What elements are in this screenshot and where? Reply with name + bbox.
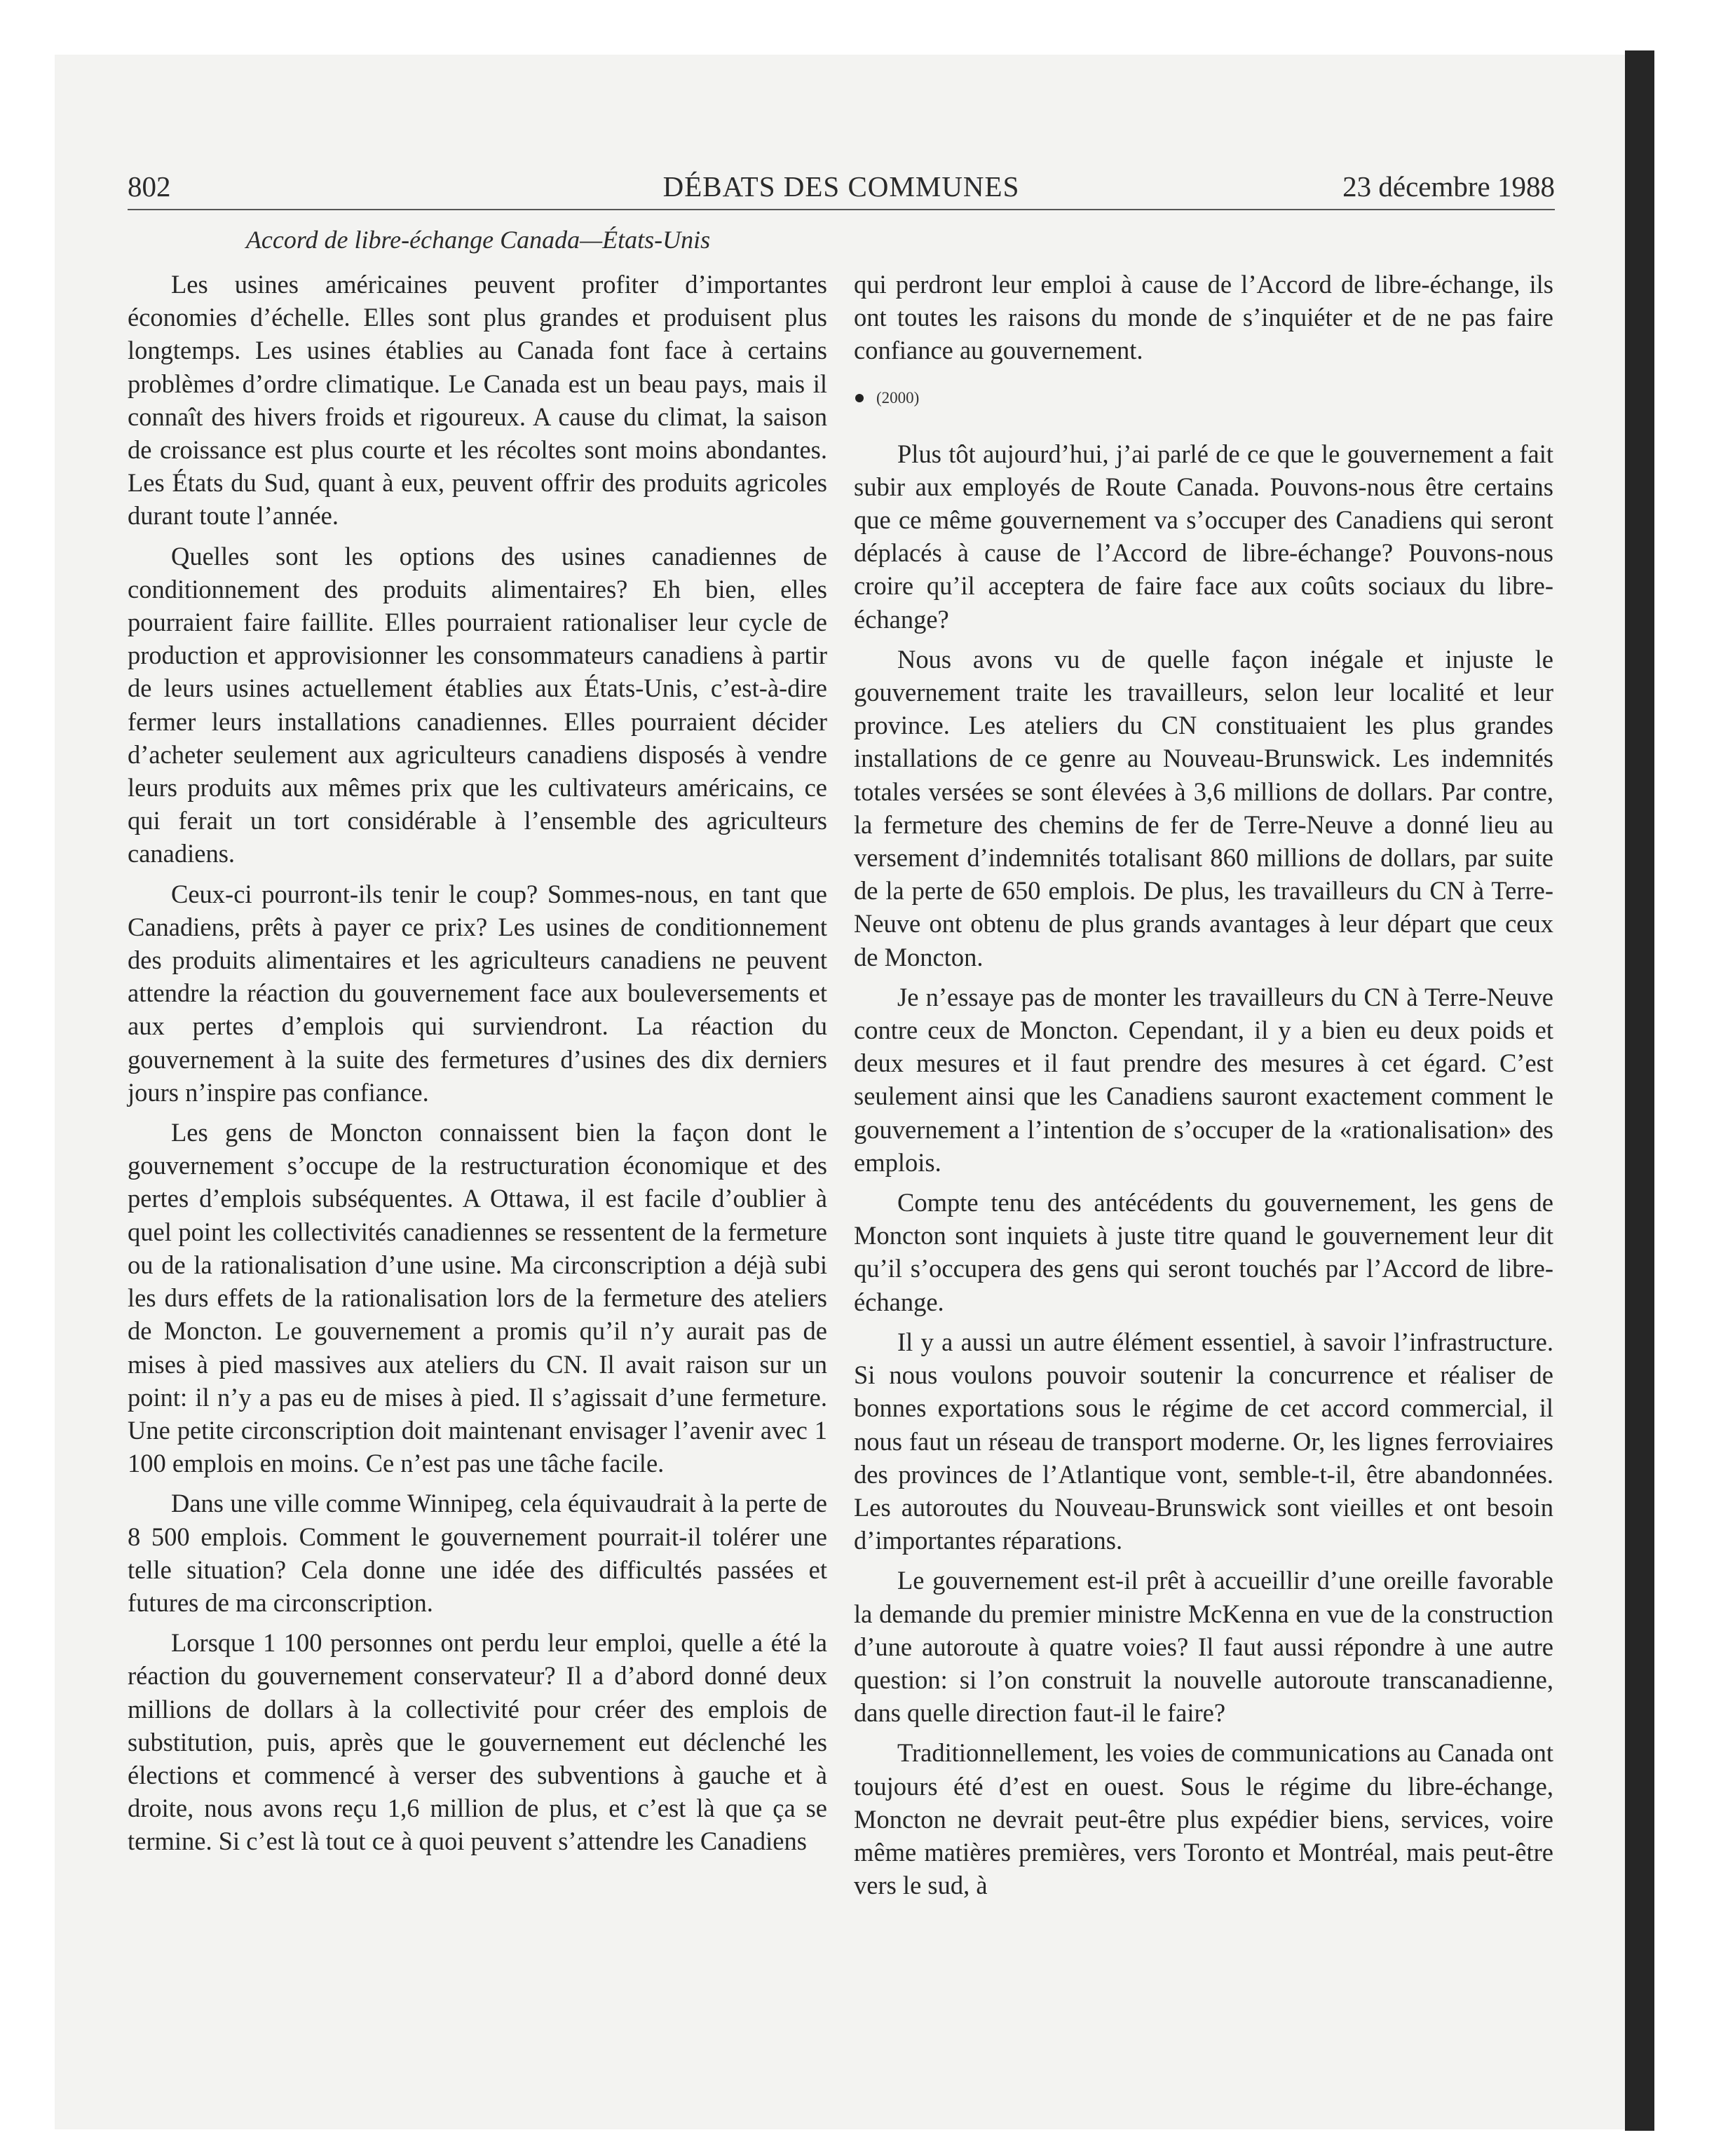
header-rule [128,209,1555,210]
paragraph: Le gouvernement est-il prêt à accueillir d’une oreille favorable la demande du premier ministre McKenna en vue de la construction d’une autoroute à quatre voies? Il faut aussi répondre à une autre question: si l’on construit la nouvelle autoroute transcanadienne, dans quelle direction faut-il le faire? [854,1566,1553,1728]
paragraph: Plus tôt aujourd’hui, j’ai parlé de ce que le gouvernement a fait subir aux employés de Route Canada. Pouvons-nous être certains que ce même gouvernement va s’occuper des Canadiens qui seront déplacés à cause de l’Accord de libre-échange? Pouvons-nous croire qu’il acceptera de faire face aux coûts sociaux du libre-échange? [854,439,1553,634]
right-column [854,268,1553,1909]
paragraph: Il y a aussi un autre élément essentiel, à savoir l’infrastructure. Si nous voulons pouvoir soutenir la concurrence et réaliser de bonnes exportations sous le régime de cet accord commercial, il nous faut un réseau de transport moderne. Or, les lignes ferroviaires des provinces de l’Atlantique vont, semble-t-il, être abandonnées. Les autoroutes du Nouveau-Brunswick sont vieilles et ont besoin d’importantes réparations. [854,1327,1553,1555]
time-marker-label: (2000) [876,388,920,407]
issue-date: 23 décembre 1988 [1342,170,1555,203]
page-number: 802 [128,170,171,203]
paragraph: Nous avons vu de quelle façon inégale et injuste le gouvernement traite les travailleurs, selon leur localité et leur province. Les ateliers du CN constituaient les plus grandes installations de ce genre au Nouveau-Brunswick. Les indemnités totales versées se sont élevées à 3,6 millions de dollars. Par contre, la fermeture des chemins de fer de Terre-Neuve a donné lieu au versement d’indemnités totalisant 860 millions de dollars, par suite de la perte de 650 emplois. De plus, les travailleurs du CN à Terre-Neuve ont obtenu de plus grands avantages à leur départ que ceux de Moncton. [854,644,1553,971]
continued-paragraph: qui perdront leur emploi à cause de l’Accord de libre-échange, ils ont toutes les raisons du monde de s’inquiéter et de ne pas faire confiance au gouvernement. [854,270,1553,365]
paragraph: Je n’essaye pas de monter les travailleurs du CN à Terre-Neuve contre ceux de Moncton. Cependant, il y a bien eu deux poids et deux mesures et il faut prendre des mesures à cet égard. C’est seulement ainsi que les Canadiens sauront exactement comment le gouvernement a l’intention de s’occuper de la «rationalisation» des emplois. [854,982,1553,1177]
paragraph: Les usines américaines peuvent profiter d’importantes économies d’échelle. Elles sont plus grandes et produisent plus longtemps. Les usines établies au Canada font face à certains problèmes d’ordre climatique. Le Canada est un beau pays, mais il connaît des hivers froids et rigoureux. A cause du climat, la saison de croissance est plus courte et les récoltes sont moins abondantes. Les États du Sud, quant à eux, peuvent offrir des produits agricoles durant toute l’année. [128,270,827,531]
running-header [128,165,1555,207]
journal-title: DÉBATS DES COMMUNES [662,170,1020,203]
scan-edge-bar [1625,50,1654,2131]
paragraph: Compte tenu des antécédents du gouvernement, les gens de Moncton sont inquiets à juste titre quand le gouvernement leur dit qu’il s’occupera des gens qui seront touchés par l’Accord de libre-échange. [854,1188,1553,1316]
paragraph: Traditionnellement, les voies de communications au Canada ont toujours été d’est en ouest. Sous le régime du libre-échange, Moncton ne devrait peut-être plus expédier biens, services, voire même matières premières, vers Toronto et Montréal, mais peut-être vers le sud, à [854,1738,1553,1900]
subject-heading: Accord de libre-échange Canada—États-Unis [245,226,711,254]
paragraph: Lorsque 1 100 personnes ont perdu leur emploi, quelle a été la réaction du gouvernement conservateur? Il a d’abord donné deux millions de dollars à la collectivité pour créer des emplois de substitution, puis, après que le gouvernement eut déclenché les élections et commencé à verser des subventions à gauche et à droite, nous avons reçu 1,6 million de plus, et c’est là que ça se termine. Si c’est là tout ce à quoi peuvent s’attendre les Canadiens [128,1628,827,1856]
paragraph: Les gens de Moncton connaissent bien la façon dont le gouvernement s’occupe de la restructuration économique et des pertes d’emplois subséquentes. A Ottawa, il est facile d’oublier à quel point les collectivités canadiennes se ressentent de la fermeture ou de la rationalisation d’une usine. Ma circonscription a déjà subi les durs effets de la rationalisation lors de la fermeture des ateliers de Moncton. Le gouvernement a promis qu’il n’y aurait pas de mises à pied massives aux ateliers du CN. Il avait raison sur un point: il n’y a pas eu de mises à pied. Il s’agissait d’une fermeture. Une petite circonscription doit maintenant envisager l’avenir avec 1 100 emplois en moins. Ce n’est pas une tâche facile. [128,1118,827,1478]
paragraph: Dans une ville comme Winnipeg, cela équivaudrait à la perte de 8 500 emplois. Comment le gouvernement pourrait-il tolérer une telle situation? Cela donne une idée des difficultés passées et futures de ma circonscription. [128,1489,827,1617]
paragraph: Ceux-ci pourront-ils tenir le coup? Sommes-nous, en tant que Canadiens, prêts à payer ce prix? Les usines de conditionnement des produits alimentaires et les agriculteurs canadiens ne peuvent attendre la réaction du gouvernement face aux bouleversements et aux pertes d’emplois qui surviendront. La réaction du gouvernement à la suite des fermetures d’usines des dix derniers jours n’inspire pas confiance. [128,879,827,1107]
left-column [128,268,827,1865]
time-marker [854,387,1553,409]
paragraph: Quelles sont les options des usines canadiennes de conditionnement des produits alimentaires? Eh bien, elles pourraient faire faillite. Elles pourraient rationaliser leur cycle de production et approvisionner les consommateurs canadiens à partir de leurs usines actuellement établies aux États-Unis, c’est-à-dire fermer leurs installations canadiennes. Elles pourraient décider d’acheter seulement aux agriculteurs canadiens disposés à vendre leurs produits aux mêmes prix que les cultivateurs américains, ce qui ferait un tort considérable à l’ensemble des agriculteurs canadiens. [128,541,827,868]
bullet-icon [855,394,864,402]
